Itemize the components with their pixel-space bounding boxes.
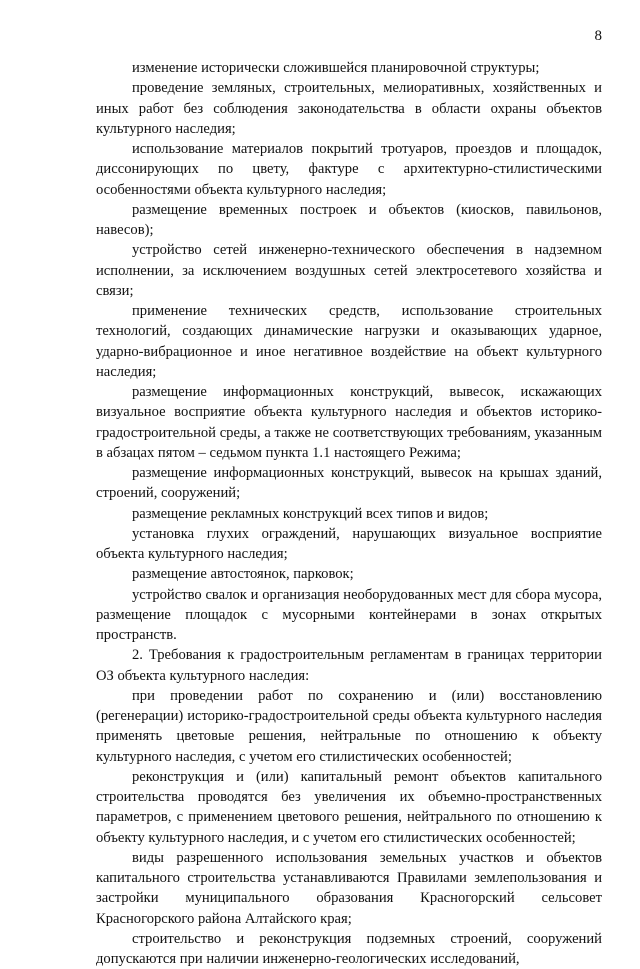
paragraph: использование материалов покрытий тротуаров, проездов и площадок, диссонирующих по цвету, фактуре с архитектурно-стилистическими особенностями объекта культурного наследия; <box>96 141 602 198</box>
paragraph: размещение информационных конструкций, вывесок, искажающих визуальное восприятие объекта культурного наследия и объектов историко-градостроительной среды, а также не соответствующих требованиям, указанным в абзацах пятом – седьмом пункта 1.1 настоящего Режима; <box>96 384 602 461</box>
paragraph: размещение информационных конструкций, вывесок на крышах зданий, строений, сооружений; <box>96 465 602 502</box>
section-heading-paragraph: 2. Требования к градостроительным регламентам в границах территории ОЗ объекта культурного наследия: <box>96 647 602 684</box>
document-body <box>96 58 602 969</box>
paragraph: установка глухих ограждений, нарушающих визуальное восприятие объекта культурного наследия; <box>96 525 602 562</box>
paragraph: применение технических средств, использование строительных технологий, создающих динамические нагрузки и оказывающих ударное, ударно-вибрационное и иное негативное воздействие на объект культурного наследия; <box>96 303 602 380</box>
paragraph: реконструкция и (или) капитальный ремонт объектов капитального строительства проводятся без увеличения их объемно-пространственных параметров, с применением цветового решения, нейтрального по отношению к объекту культурного наследия, и с учетом его стилистических особенностей; <box>96 768 602 846</box>
paragraph: устройство свалок и организация необорудованных мест для сбора мусора, размещение площадок с мусорными контейнерами в зонах открытых пространств. <box>96 586 602 643</box>
paragraph: устройство сетей инженерно-технического обеспечения в надземном исполнении, за исключением воздушных сетей электросетевого хозяйства и связи; <box>96 242 602 299</box>
paragraph: размещение автостоянок, парковок; <box>132 566 354 583</box>
page-number: 8 <box>594 28 602 44</box>
paragraph: строительство и реконструкция подземных строений, сооружений допускаются при наличии инженерно-геологических исследований, <box>96 930 602 967</box>
paragraph: проведение земляных, строительных, мелиоративных, хозяйственных и иных работ без соблюдения законодательства в области охраны объектов культурного наследия; <box>96 80 602 137</box>
paragraph: размещение временных построек и объектов (киосков, павильонов, навесов); <box>96 201 602 238</box>
paragraph: при проведении работ по сохранению и (или) восстановлению (регенерации) историко-градостроительной среды объекта культурного наследия применять цветовые решения, нейтральные по отношению к объекту культурного наследия, с учетом его стилистических особенностей; <box>96 687 602 765</box>
paragraph: виды разрешенного использования земельных участков и объектов капитального строительства устанавливаются Правилами землепользования и застройки муниципального образования Красногорский сельсовет Красногорского района Алтайского края; <box>96 849 602 927</box>
paragraph: размещение рекламных конструкций всех типов и видов; <box>132 505 489 522</box>
paragraph: изменение исторически сложившейся планировочной структуры; <box>132 60 540 76</box>
